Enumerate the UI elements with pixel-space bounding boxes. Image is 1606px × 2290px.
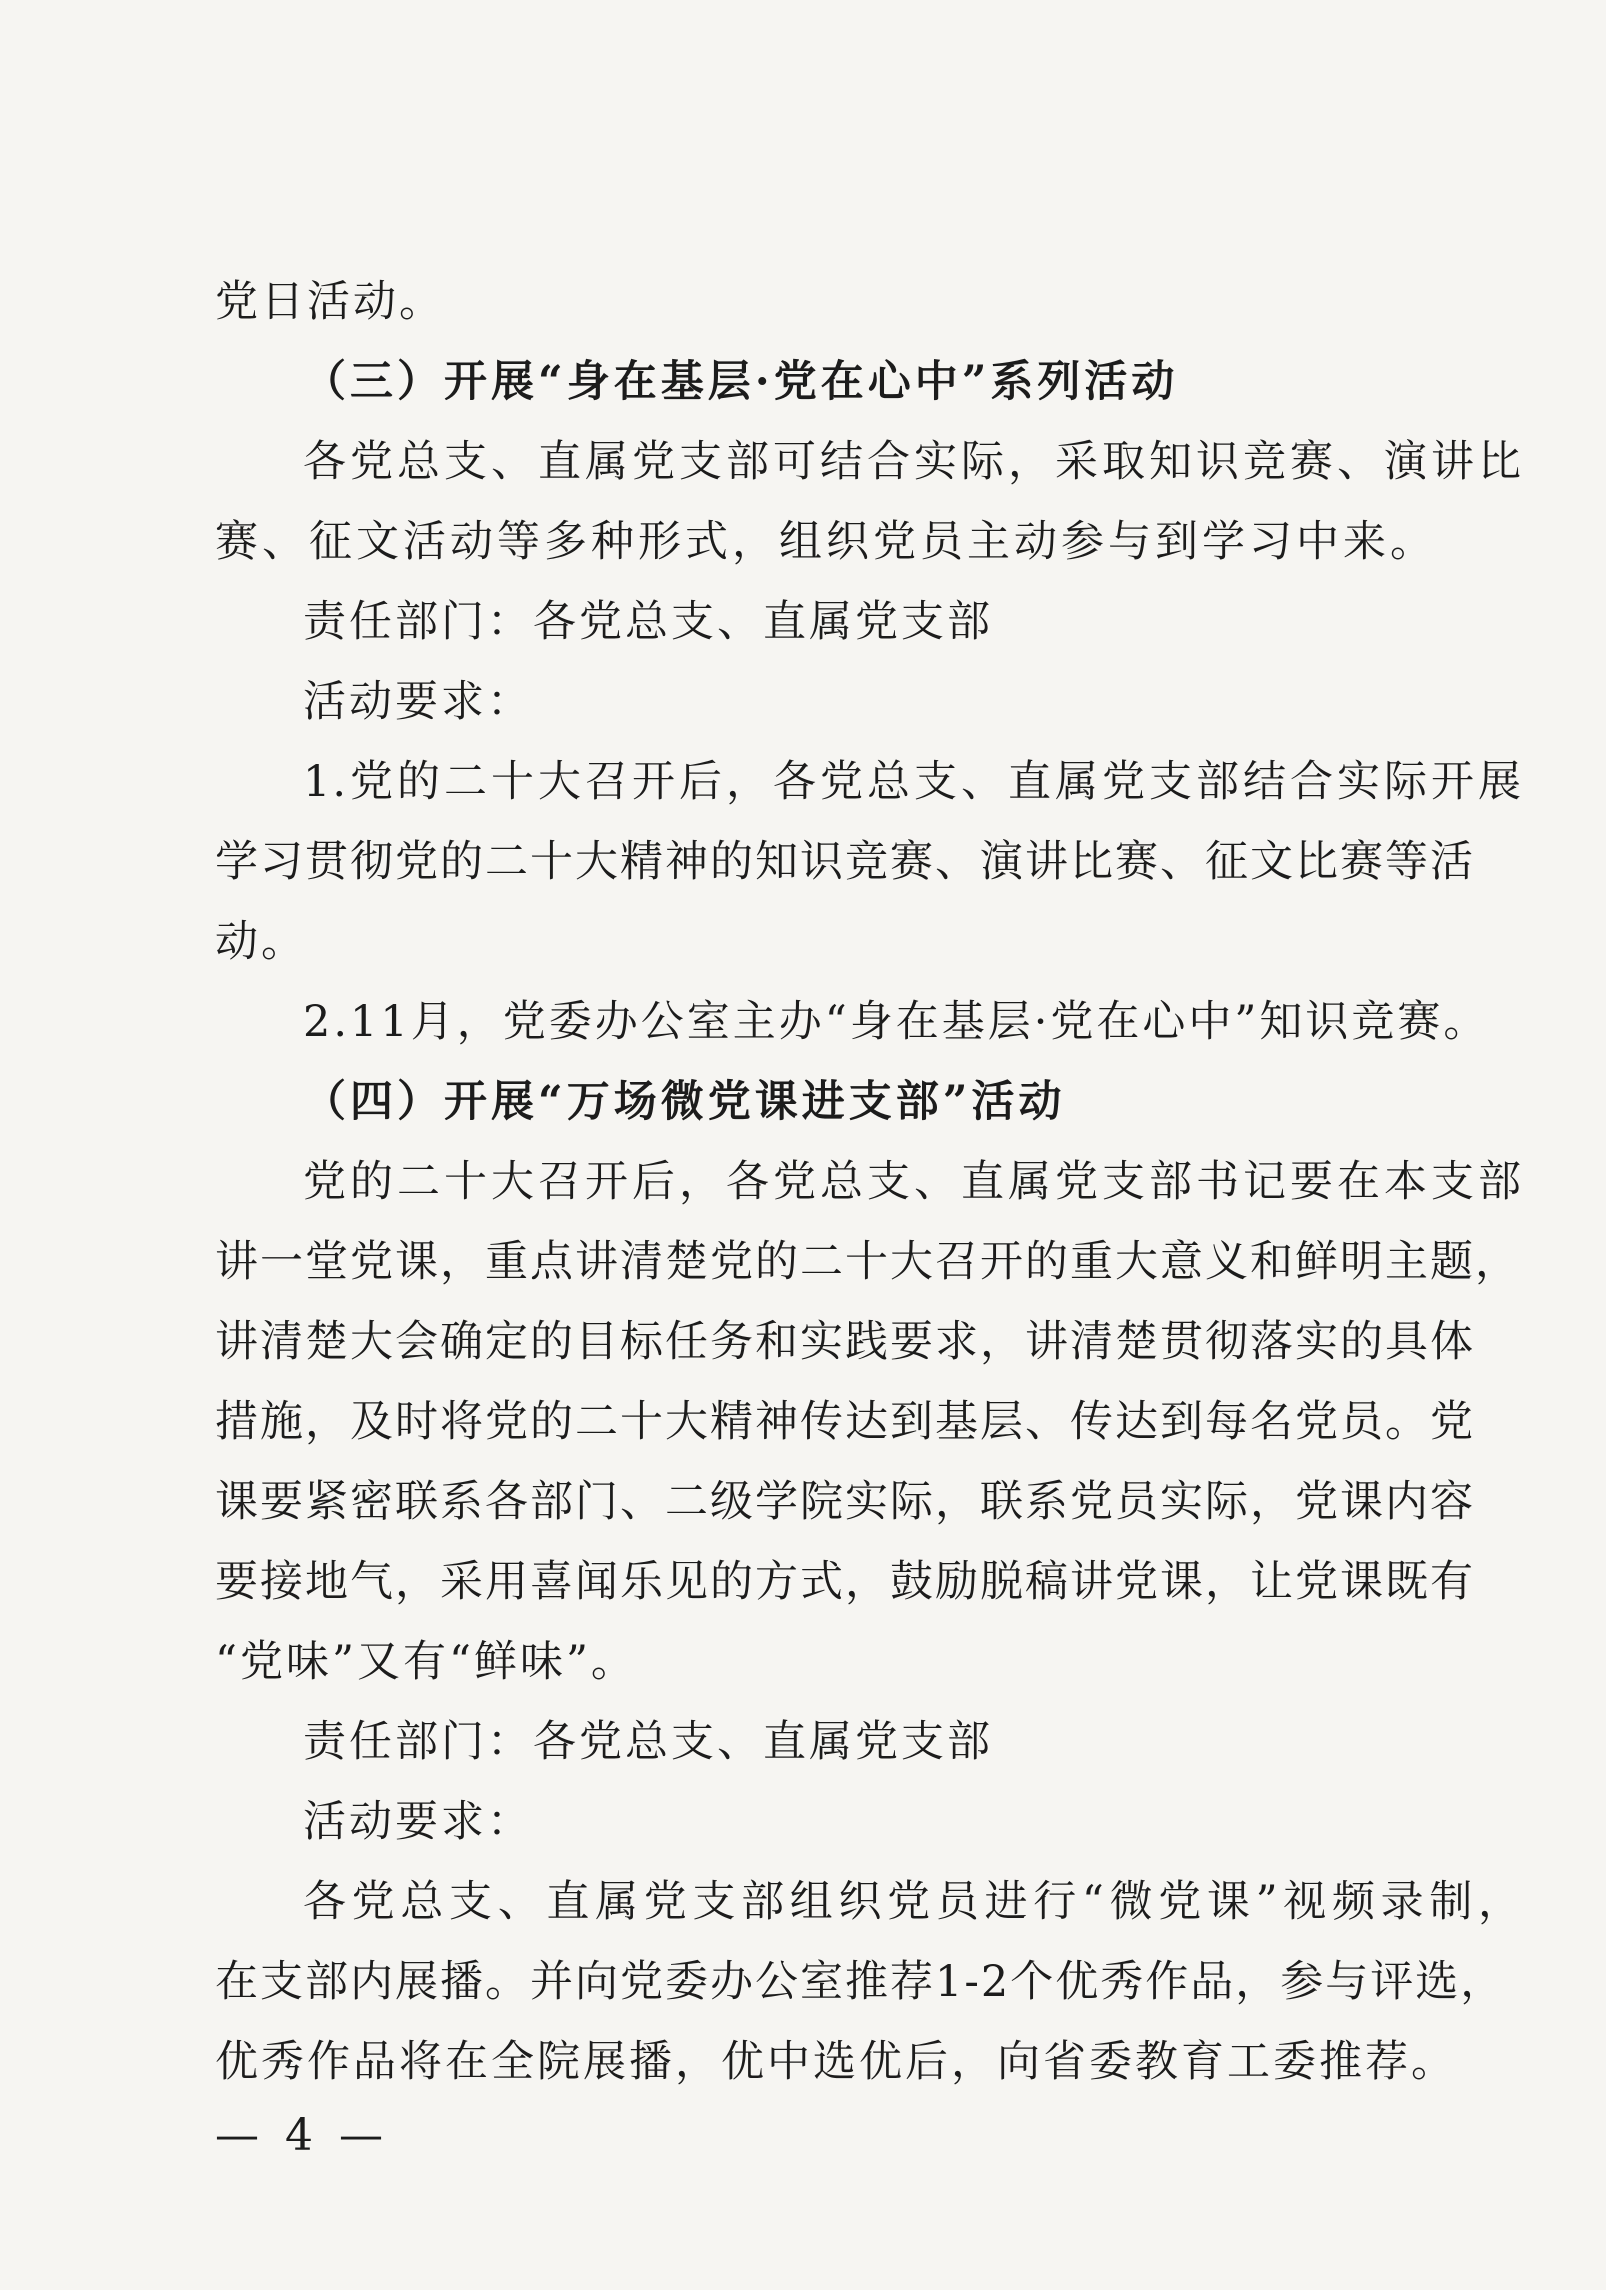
paragraph-line: “党味”又有“鲜味”。 xyxy=(215,1637,637,1687)
responsible-dept-line: 责任部门：各党总支、直属党支部 xyxy=(303,1717,993,1767)
requirements-label: 活动要求： xyxy=(303,677,533,727)
paragraph-line: 2.11月，党委办公室主办“身在基层·党在心中”知识竞赛。 xyxy=(303,997,1490,1047)
paragraph-line: 措施，及时将党的二十大精神传达到基层、传达到每名党员。党 xyxy=(215,1397,1475,1447)
paragraph-line: 在支部内展播。并向党委办公室推荐1-2个优秀作品，参与评选， xyxy=(215,1957,1506,2007)
paragraph-line: 讲一堂党课，重点讲清楚党的二十大召开的重大意义和鲜明主题， xyxy=(215,1237,1520,1287)
paragraph-line: 课要紧密联系各部门、二级学院实际，联系党员实际，党课内容 xyxy=(215,1477,1475,1527)
section-heading-3: （三）开展“身在基层·党在心中”系列活动 xyxy=(303,357,1179,407)
paragraph-line: 赛、征文活动等多种形式，组织党员主动参与到学习中来。 xyxy=(215,517,1435,567)
paragraph-line: 要接地气，采用喜闻乐见的方式，鼓励脱稿讲党课，让党课既有 xyxy=(215,1557,1475,1607)
paragraph-line: 优秀作品将在全院展播，优中选优后，向省委教育工委推荐。 xyxy=(215,2037,1457,2087)
page-number: — 4 — xyxy=(215,2110,389,2161)
paragraph-line: 动。 xyxy=(215,917,307,967)
paragraph-line: 1.党的二十大召开后，各党总支、直属党支部结合实际开展 xyxy=(303,757,1523,807)
paragraph-line: 各党总支、直属党支部组织党员进行“微党课”视频录制， xyxy=(303,1877,1523,1927)
paragraph-line: 讲清楚大会确定的目标任务和实践要求，讲清楚贯彻落实的具体 xyxy=(215,1317,1475,1367)
requirements-label: 活动要求： xyxy=(303,1797,533,1847)
paragraph-line: 学习贯彻党的二十大精神的知识竞赛、演讲比赛、征文比赛等活 xyxy=(215,837,1475,887)
paragraph-line: 各党总支、直属党支部可结合实际，采取知识竞赛、演讲比 xyxy=(303,437,1523,487)
responsible-dept-line: 责任部门：各党总支、直属党支部 xyxy=(303,597,993,647)
paragraph-line: 党日活动。 xyxy=(215,277,445,327)
document-body xyxy=(215,262,1523,2102)
paragraph-line: 党的二十大召开后，各党总支、直属党支部书记要在本支部 xyxy=(303,1157,1523,1207)
section-heading-4: （四）开展“万场微党课进支部”活动 xyxy=(303,1077,1066,1127)
